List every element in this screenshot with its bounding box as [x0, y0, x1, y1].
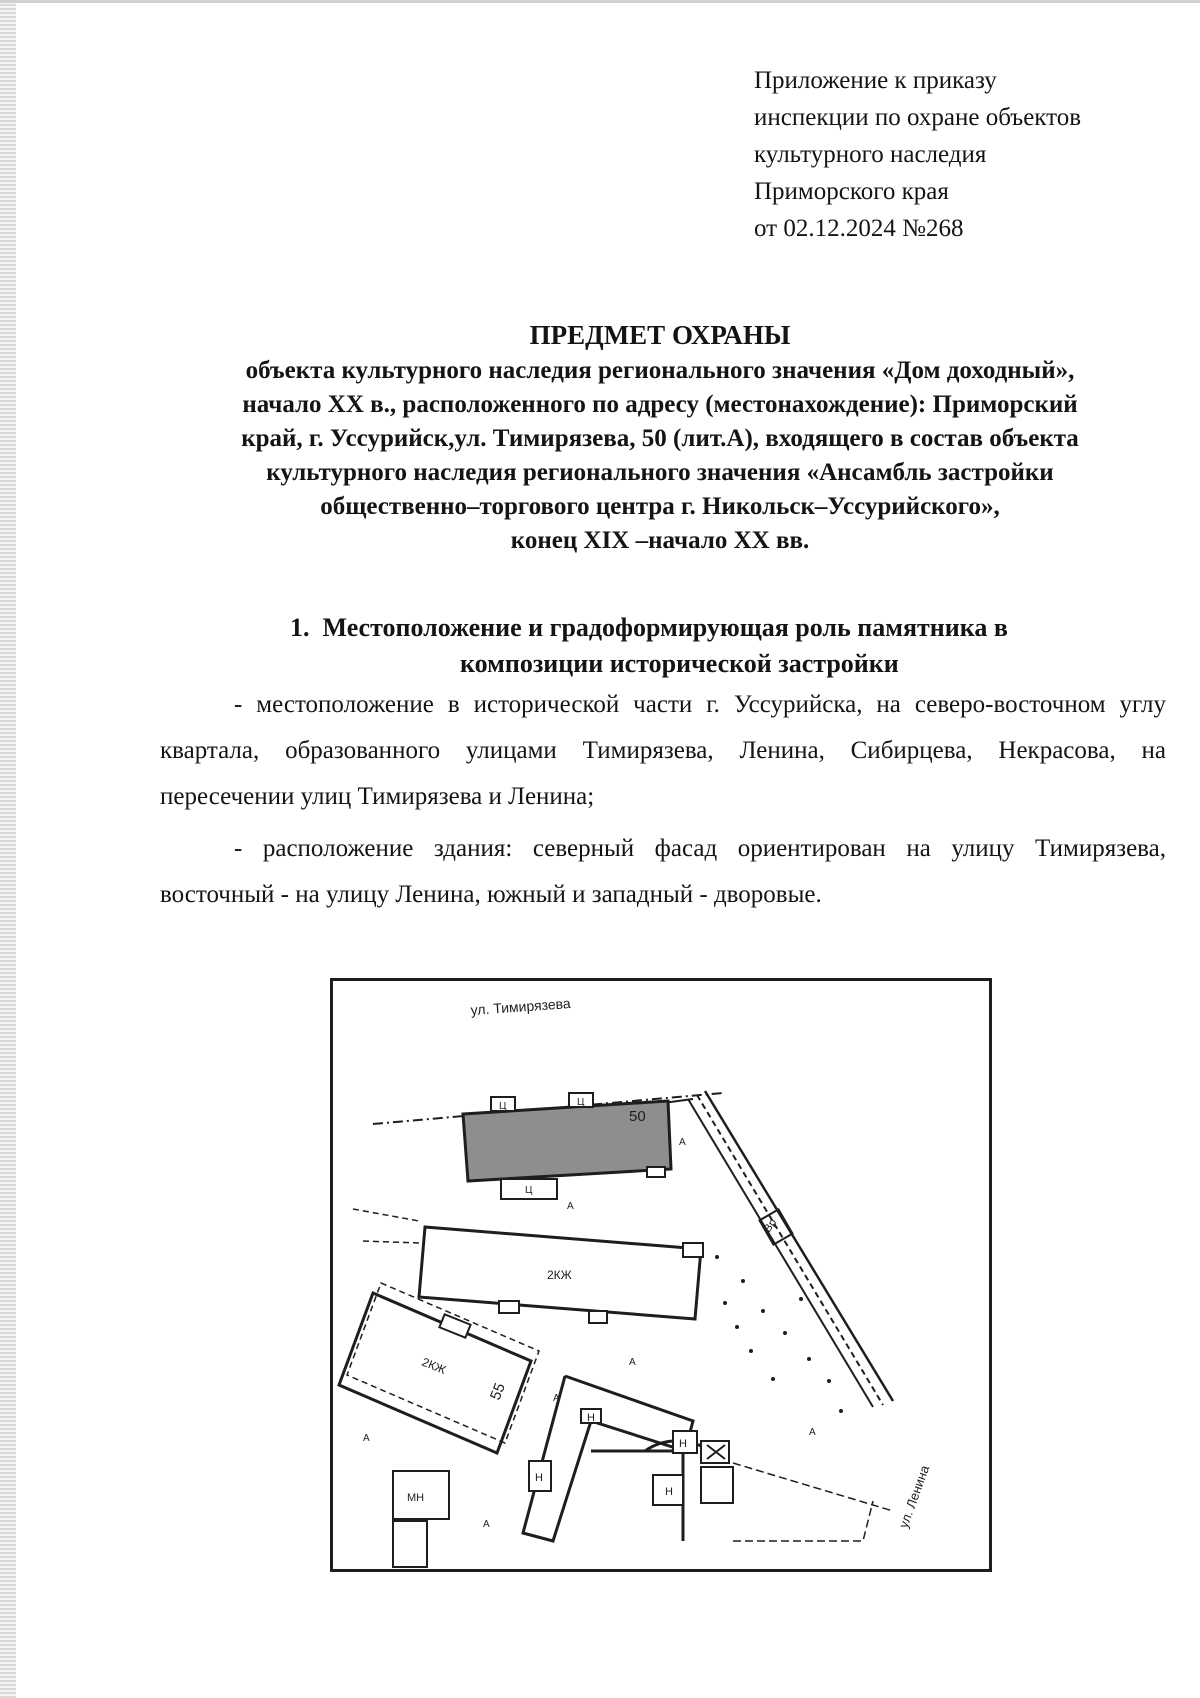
title-line: общественно–торгового центра г. Никольск–Уссурийского»,: [320, 493, 1000, 520]
label-a: А: [679, 1137, 686, 1148]
header-line: Приморского края: [754, 178, 949, 205]
label-n: Н: [665, 1486, 673, 1498]
scan-edge: [0, 0, 16, 1698]
lenina-boundary-inner: [697, 1095, 883, 1405]
dashed-boundary: [363, 1241, 419, 1243]
order-appendix-header: [754, 62, 1174, 247]
paragraph-orientation: - расположение здания: северный фасад ориентирован на улицу Тимирязева, восточный - на улицу Ленина, южный и западный - дворовые.: [160, 835, 1166, 908]
street-label-timiryazeva: ул. Тимирязева: [470, 995, 572, 1018]
vegetation-dots: [715, 1255, 843, 1413]
paragraph-location: - местоположение в исторической части г. Уссурийска, на северо-восточном углу квартала, образованного улицами Тимирязева, Ленина, Сибирцева, Некрасова, на пересечении улиц Тимирязева и Ленина;: [160, 691, 1166, 810]
title-main: ПРЕДМЕТ ОХРАНЫ: [529, 320, 791, 350]
label-n: Н: [535, 1472, 543, 1484]
site-plan-drawing: [333, 981, 989, 1569]
label-n: Н: [679, 1438, 687, 1450]
dashed-boundary: [733, 1501, 873, 1541]
section-1-heading: [290, 610, 1150, 682]
label-c: Ц: [499, 1101, 507, 1112]
building-number-55: 55: [486, 1380, 509, 1403]
porch-2kzh-3: [683, 1243, 703, 1257]
label-a: А: [629, 1357, 636, 1368]
header-line: Приложение к приказу: [754, 67, 997, 94]
building-small: [701, 1467, 733, 1503]
lenina-boundary-outer: [705, 1091, 893, 1401]
section-number: 1.: [290, 613, 310, 642]
header-line: инспекции по охране объектов: [754, 104, 1082, 131]
porch-2kzh-2: [589, 1311, 607, 1323]
title-line: край, г. Уссурийск,ул. Тимирязева, 50 (лит.А), входящего в состав объекта: [241, 425, 1079, 452]
dashed-boundary: [353, 1209, 419, 1221]
section-heading-line2: композиции исторической застройки: [460, 649, 899, 678]
building-corner: [393, 1521, 427, 1567]
label-a: А: [483, 1519, 490, 1530]
lenina-boundary-inner: [688, 1099, 873, 1407]
label-vr: Вр: [761, 1216, 780, 1235]
scan-edge-top: [0, 0, 1200, 3]
street-label-lenina: ул. Ленина: [895, 1463, 933, 1531]
building-number-50: 50: [629, 1108, 646, 1125]
section-heading-line1: Местоположение и градоформирующая роль памятника в: [322, 613, 1008, 642]
label-mn: МН: [407, 1492, 425, 1504]
southern-block-outline: [523, 1376, 693, 1541]
document-title: [150, 318, 1170, 558]
label-a: А: [553, 1393, 560, 1404]
label-a: А: [567, 1201, 574, 1212]
site-plan-map: [330, 978, 992, 1572]
label-c: Ц: [525, 1185, 533, 1196]
dashed-boundary: [733, 1463, 893, 1511]
header-line: от 02.12.2024 №268: [754, 215, 964, 242]
label-a: А: [809, 1427, 816, 1438]
label-n: Н: [587, 1412, 595, 1424]
title-line: начало XX в., расположенного по адресу (местонахождение): Приморский: [242, 391, 1078, 418]
title-line: культурного наследия регионального значения «Ансамбль застройки: [266, 459, 1054, 486]
header-line: культурного наследия: [754, 141, 987, 168]
title-line: объекта культурного наследия регионального значения «Дом доходный»,: [245, 357, 1075, 384]
label-a: А: [363, 1433, 370, 1444]
porch-east: [647, 1167, 665, 1177]
label-2kzh-tilted: 2КЖ: [419, 1354, 449, 1378]
label-c: Ц: [577, 1097, 585, 1108]
porch-2kzh-1: [499, 1301, 519, 1313]
label-2kzh-middle: 2КЖ: [547, 1268, 572, 1282]
title-line: конец XIX –начало XX вв.: [510, 527, 810, 554]
